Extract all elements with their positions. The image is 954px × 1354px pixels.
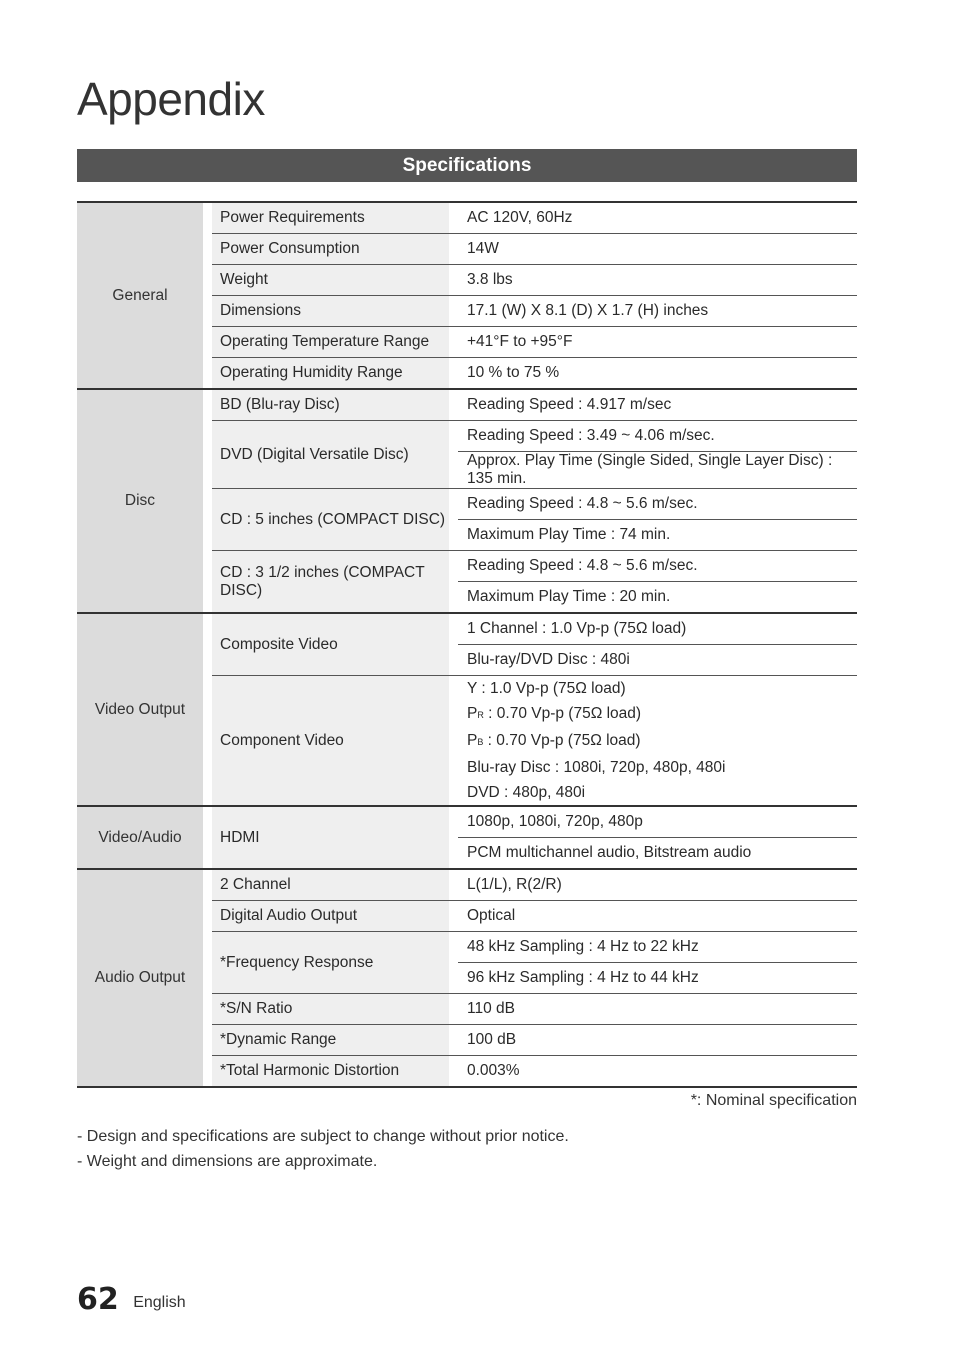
spec-value: Reading Speed : 4.917 m/sec xyxy=(458,389,857,421)
category-disc: Disc xyxy=(77,389,203,613)
page-number: 62 xyxy=(77,1282,119,1317)
specifications-table xyxy=(77,201,857,1088)
section-header: Specifications xyxy=(77,149,857,182)
table-row xyxy=(77,202,857,234)
spec-item: Component Video xyxy=(212,676,449,807)
spec-item: *Dynamic Range xyxy=(212,1025,449,1056)
spec-item: Power Consumption xyxy=(212,234,449,265)
spec-item: *Frequency Response xyxy=(212,932,449,994)
table-row xyxy=(77,389,857,421)
note-item: - Weight and dimensions are approximate. xyxy=(77,1153,378,1170)
spec-value: PCM multichannel audio, Bitstream audio xyxy=(458,838,857,870)
spec-value: 10 % to 75 % xyxy=(458,358,857,390)
spec-value: 96 kHz Sampling : 4 Hz to 44 kHz xyxy=(458,963,857,994)
spec-item: BD (Blu-ray Disc) xyxy=(212,389,449,421)
spec-value: L(1/L), R(2/R) xyxy=(458,869,857,901)
spec-value: +41°F to +95°F xyxy=(458,327,857,358)
spec-item: HDMI xyxy=(212,806,449,869)
spec-value: Reading Speed : 4.8 ~ 5.6 m/sec. xyxy=(458,489,857,520)
table-row xyxy=(77,613,857,645)
spec-value: 100 dB xyxy=(458,1025,857,1056)
component-bluray: Blu-ray Disc : 1080i, 720p, 480p, 480i xyxy=(467,759,726,776)
category-video-audio: Video/Audio xyxy=(77,806,203,869)
spec-value: Reading Speed : 4.8 ~ 5.6 m/sec. xyxy=(458,551,857,582)
spec-item: CD : 3 1/2 inches (COMPACT DISC) xyxy=(212,551,449,614)
spec-value: 14W xyxy=(458,234,857,265)
component-dvd: DVD : 480p, 480i xyxy=(467,784,586,801)
spec-value: 0.003% xyxy=(458,1056,857,1088)
spec-item: Digital Audio Output xyxy=(212,901,449,932)
component-pb: PB : 0.70 Vp-p (75Ω load) xyxy=(467,732,641,749)
spec-item: CD : 5 inches (COMPACT DISC) xyxy=(212,489,449,551)
table-row xyxy=(77,806,857,838)
notes-list xyxy=(77,1127,569,1177)
component-y: Y : 1.0 Vp-p (75Ω load) xyxy=(467,680,626,697)
category-general: General xyxy=(77,202,203,389)
spec-item: Composite Video xyxy=(212,613,449,676)
spec-value: 1 Channel : 1.0 Vp-p (75Ω load) xyxy=(458,613,857,645)
spec-item: *Total Harmonic Distortion xyxy=(212,1056,449,1088)
table-row xyxy=(77,869,857,901)
spec-value: Optical xyxy=(458,901,857,932)
page-title: Appendix xyxy=(77,73,265,125)
spec-item: 2 Channel xyxy=(212,869,449,901)
spec-value: Reading Speed : 3.49 ~ 4.06 m/sec. xyxy=(458,421,857,452)
spec-value: 17.1 (W) X 8.1 (D) X 1.7 (H) inches xyxy=(458,296,857,327)
spec-item: *S/N Ratio xyxy=(212,994,449,1025)
spec-value-component xyxy=(458,676,857,807)
spec-item: DVD (Digital Versatile Disc) xyxy=(212,421,449,489)
spec-item: Weight xyxy=(212,265,449,296)
spec-value: Maximum Play Time : 74 min. xyxy=(458,520,857,551)
spec-value: 3.8 lbs xyxy=(458,265,857,296)
page-language: English xyxy=(133,1294,186,1311)
spec-value: 1080p, 1080i, 720p, 480p xyxy=(458,806,857,838)
spec-value: Approx. Play Time (Single Sided, Single Layer Disc) : 135 min. xyxy=(458,452,857,489)
spec-item: Dimensions xyxy=(212,296,449,327)
note-item: - Design and specifications are subject to change without prior notice. xyxy=(77,1128,569,1145)
spec-item: Operating Humidity Range xyxy=(212,358,449,390)
spec-value: 110 dB xyxy=(458,994,857,1025)
category-audio-output: Audio Output xyxy=(77,869,203,1087)
spec-item: Operating Temperature Range xyxy=(212,327,449,358)
nominal-note: *: Nominal specification xyxy=(690,1092,857,1109)
spec-item: Power Requirements xyxy=(212,202,449,234)
spec-value: AC 120V, 60Hz xyxy=(458,202,857,234)
page-footer xyxy=(77,1282,186,1317)
spec-value: Blu-ray/DVD Disc : 480i xyxy=(458,645,857,676)
spec-value: Maximum Play Time : 20 min. xyxy=(458,582,857,614)
spec-value: 48 kHz Sampling : 4 Hz to 22 kHz xyxy=(458,932,857,963)
category-video-output: Video Output xyxy=(77,613,203,806)
component-pr: PR : 0.70 Vp-p (75Ω load) xyxy=(467,705,642,722)
